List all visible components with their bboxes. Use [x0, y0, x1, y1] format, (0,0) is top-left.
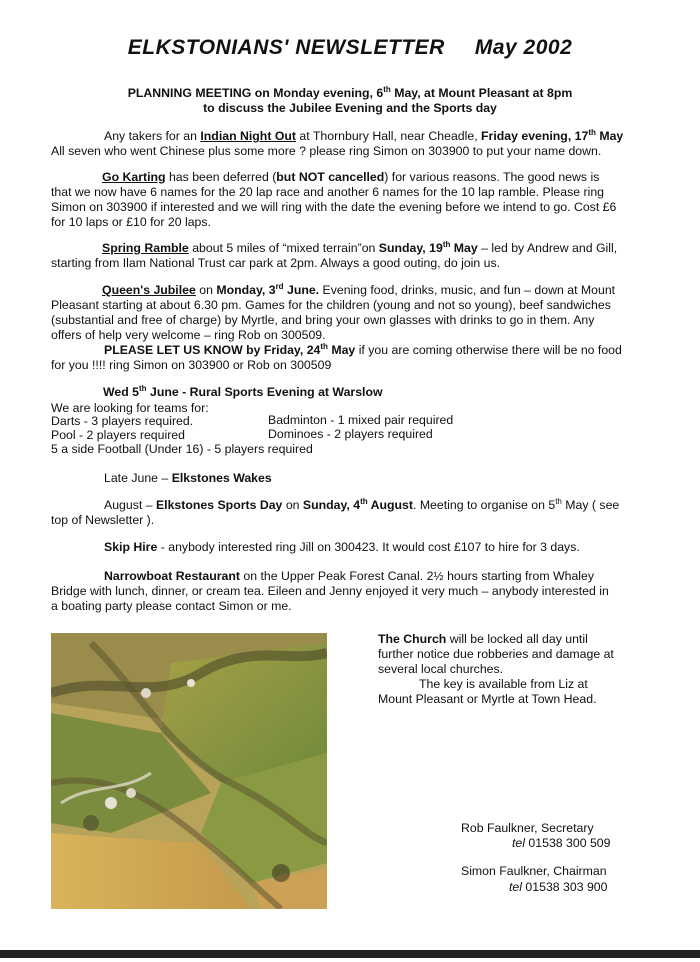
text: starting from Ilam National Trust car park at 2pm. Always a good outing, do join us.: [51, 256, 501, 270]
text: - anybody interested ring Jill on 300423. It would cost £107 to hire for 3 days.: [157, 540, 580, 554]
text: The Church: [378, 632, 447, 646]
text: June - Rural Sports Evening at Warslow: [146, 385, 383, 399]
text: August: [367, 498, 413, 512]
text: Monday, 3: [216, 283, 276, 297]
text: will be locked all day until: [446, 632, 588, 646]
indian-night-paragraph: [51, 129, 651, 159]
ramble-link: Spring Ramble: [102, 241, 189, 255]
skip-hire-line: [104, 540, 580, 555]
planning-line1b: May, at Mount Pleasant at 8pm: [390, 86, 573, 100]
text: top of Newsletter ).: [51, 513, 155, 527]
text: Narrowboat Restaurant: [104, 569, 240, 583]
sup: th: [383, 84, 391, 94]
secretary-name: Rob Faulkner, Secretary: [461, 821, 594, 835]
text: Pleasant starting at about 6.30 pm. Games for the children (young and not so young), beef sandwiches: [51, 298, 611, 312]
wakes-line: [104, 471, 272, 486]
ramble-paragraph: [51, 241, 651, 271]
sports-evening-heading: [103, 385, 383, 400]
aerial-photo-svg: [51, 633, 327, 909]
text: Wed 5: [103, 385, 139, 399]
text: 01538 303 900: [525, 880, 608, 894]
text: for you !!!! ring Simon on 303900 or Rob on 300509: [51, 358, 332, 372]
planning-meeting: [0, 86, 700, 116]
planning-line2: to discuss the Jubilee Evening and the Sports day: [203, 101, 497, 115]
text: has been deferred (: [165, 170, 277, 184]
text: if you are coming otherwise there will be no food: [355, 343, 622, 357]
jubilee-link: Queen's Jubilee: [102, 283, 196, 297]
badminton-item: Badminton - 1 mixed pair required: [268, 413, 454, 427]
text: 01538 300 509: [528, 836, 611, 850]
sup: th: [588, 127, 596, 137]
church-notice: [378, 632, 648, 707]
aerial-village-photo: [51, 633, 327, 909]
text: June.: [283, 283, 320, 297]
sports-day-paragraph: [51, 498, 651, 528]
text: May: [327, 343, 356, 357]
text: offers of help very welcome – ring Rob on 300509.: [51, 328, 326, 342]
text: May: [450, 241, 478, 255]
text: Friday evening, 17: [481, 129, 589, 143]
dominoes-item: Dominoes - 2 players required: [268, 427, 433, 441]
text: on: [195, 283, 217, 297]
text: Elkstones Wakes: [171, 471, 272, 485]
text: Late June –: [104, 471, 172, 485]
title-main: ELKSTONIANS' NEWSLETTER: [127, 36, 445, 59]
text: that we now have 6 names for the 20 lap race and another 6 names for the 10 lap ramble. Please ring: [51, 185, 605, 199]
text: further notice due robberies and damage at: [378, 647, 614, 661]
text: but NOT cancelled: [276, 170, 385, 184]
text: PLEASE LET US KNOW by Friday, 24: [104, 343, 321, 357]
darts-item: Darts - 3 players required.: [51, 414, 194, 428]
karting-link: Go Karting: [102, 170, 166, 184]
text: Skip Hire: [104, 540, 158, 554]
sup: rd: [275, 281, 284, 291]
text: All seven who went Chinese plus some more ? please ring Simon on 303900 to put your name down.: [51, 144, 602, 158]
text: Any takers for an: [104, 129, 201, 143]
text: May: [595, 129, 624, 143]
narrowboat-paragraph: [51, 569, 651, 614]
text: August –: [104, 498, 156, 512]
text: on: [282, 498, 303, 512]
text: – led by Andrew and Gill,: [477, 241, 618, 255]
text: . Meeting to organise on 5: [412, 498, 556, 512]
text: Sunday, 4: [302, 498, 361, 512]
football-item: 5 a side Football (Under 16) - 5 players required: [51, 442, 313, 456]
sup: th: [320, 341, 328, 351]
text: at Thornbury Hall, near Cheadle,: [296, 129, 482, 143]
bottom-scan-edge: [0, 950, 700, 958]
text: for 10 laps or £10 for 20 laps.: [51, 215, 211, 229]
sports-intro: We are looking for teams for:: [51, 401, 209, 415]
pool-item: Pool - 2 players required: [51, 428, 185, 442]
text: ) for various reasons. The good news is: [384, 170, 600, 184]
text: tel: [509, 880, 522, 894]
sup: th: [442, 239, 451, 249]
text: on the Upper Peak Forest Canal. 2½ hours starting from Whaley: [239, 569, 595, 583]
sup: th: [360, 496, 368, 506]
karting-paragraph: [51, 170, 651, 230]
jubilee-paragraph: [51, 283, 651, 373]
text: a boating party please contact Simon or me.: [51, 599, 292, 613]
sup: th: [555, 496, 562, 506]
text: Evening food, drinks, music, and fun – down at Mount: [319, 283, 616, 297]
chairman-tel: [509, 880, 607, 895]
title-date: May 2002: [474, 36, 573, 59]
sup: th: [139, 383, 147, 393]
text: The key is available from Liz at: [419, 677, 588, 691]
text: several local churches.: [378, 662, 504, 676]
text: Mount Pleasant or Myrtle at Town Head.: [378, 692, 597, 706]
text: May ( see: [561, 498, 620, 512]
planning-line1: PLANNING MEETING on Monday evening, 6: [127, 86, 384, 100]
text: tel: [512, 836, 525, 850]
chairman-name: Simon Faulkner, Chairman: [461, 864, 607, 878]
text: Elkstones Sports Day: [155, 498, 283, 512]
newsletter-title: [0, 36, 700, 59]
text: about 5 miles of “mixed terrain”on: [188, 241, 379, 255]
secretary-tel: [512, 836, 610, 851]
text: Simon on 303900 if interested and we will ring with the date the evening before we intend to go. Cost £6: [51, 200, 617, 214]
text: Bridge with lunch, dinner, or cream tea. Eileen and Jenny enjoyed it very much – anybody interested in: [51, 584, 609, 598]
indian-night-link: Indian Night Out: [200, 129, 297, 143]
text: (substantial and free of charge) by Myrtle, and bring your own glasses with drinks to go in them. Any: [51, 313, 595, 327]
text: Sunday, 19: [378, 241, 443, 255]
